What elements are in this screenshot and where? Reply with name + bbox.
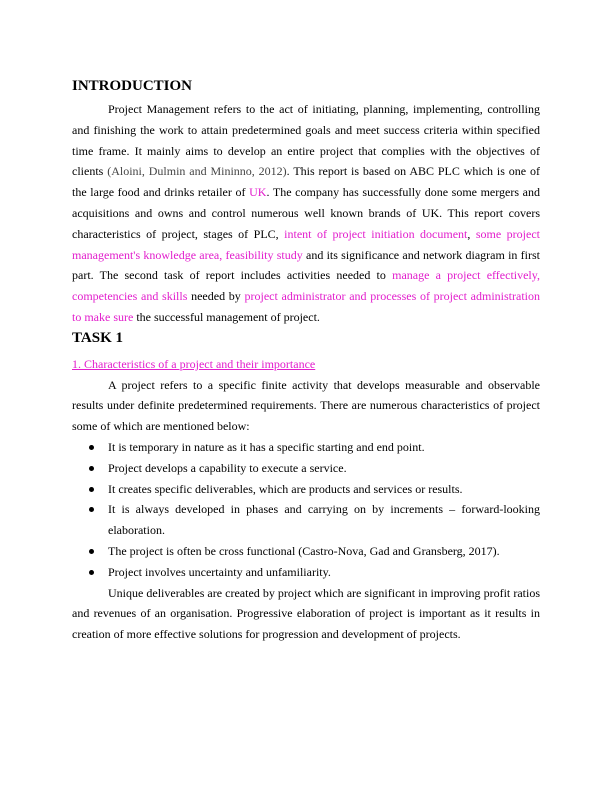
closing-paragraph: Unique deliverables are created by project which are significant in improving profit ratios and revenues of an organisation. Progressive elaboration of project is important as it results in creation of more effective solutions for progression and development of projects. bbox=[72, 585, 540, 642]
list-item: It is always developed in phases and carrying on by increments – forward-looking elaboration. bbox=[72, 499, 540, 541]
list-item: It creates specific deliverables, which are products and services or results. bbox=[72, 479, 540, 500]
highlight-initiation-document: intent of project initiation document bbox=[284, 226, 468, 241]
task1-intro-paragraph: A project refers to a specific finite activity that develops measurable and observable results under definite predetermined requirements. There are numerous characteristics of project some of which are mentioned below: bbox=[72, 377, 540, 434]
introduction-paragraph bbox=[72, 99, 540, 328]
task1-heading: TASK 1 bbox=[72, 329, 123, 346]
intro-text-1: Project Management refers to the act of initiating, planning, implementing, controlling and finishing the work to attain predetermined goals and meet success criteria within specified time frame. It mainly aims to develop an entire project that complies with the objectives of clients bbox=[72, 102, 540, 179]
highlight-project-administrator: project administrator and processes of project administration to make sure bbox=[72, 289, 540, 324]
highlight-uk: UK bbox=[249, 185, 267, 200]
characteristics-subheading: 1. Characteristics of a project and their importance bbox=[72, 356, 316, 371]
intro-text-5: and its significance and network diagram in first part. The second task of report includes activities needed to bbox=[72, 247, 540, 283]
characteristics-list bbox=[72, 437, 540, 583]
intro-text-3: . The company has successfully done some mergers and acquisitions and owns and control numerous well known brands of UK. This report covers characteristics of project, stages of PLC, bbox=[72, 185, 540, 241]
intro-text-7: the successful management of project. bbox=[133, 309, 320, 324]
citation: (Aloini, Dulmin and Mininno, 2012) bbox=[107, 164, 287, 179]
highlight-knowledge-area: some project management's knowledge area, feasibility study bbox=[72, 226, 540, 262]
list-item: Project develops a capability to execute a service. bbox=[72, 458, 540, 479]
list-item: It is temporary in nature as it has a specific starting and end point. bbox=[72, 437, 540, 458]
list-item: Project involves uncertainty and unfamiliarity. bbox=[72, 562, 540, 583]
highlight-manage-project: manage a project effectively, competencies and skills bbox=[72, 268, 540, 304]
introduction-heading: INTRODUCTION bbox=[72, 78, 193, 94]
list-item: The project is often be cross functional (Castro-Nova, Gad and Gransberg, 2017). bbox=[72, 541, 540, 562]
intro-text-2: . This report is based on ABC PLC which is one of the large food and drinks retailer of bbox=[72, 164, 540, 200]
intro-text-6: needed by bbox=[187, 289, 245, 304]
intro-text-4: , bbox=[467, 226, 476, 241]
document-page bbox=[72, 76, 540, 645]
